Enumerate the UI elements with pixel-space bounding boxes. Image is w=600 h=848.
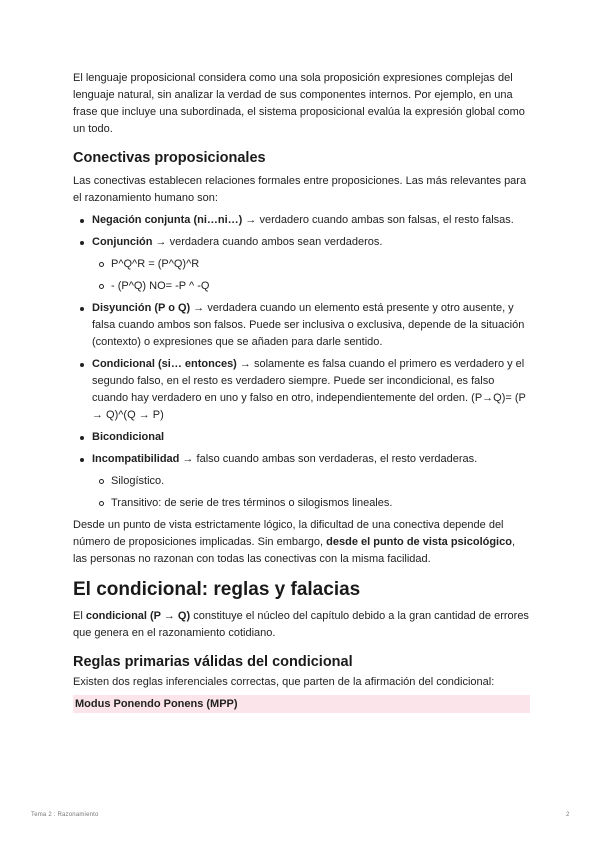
reglas-lead: Existen dos reglas inferenciales correctas, que parten de la afirmación del condicional:: [73, 676, 495, 688]
term: Bicondicional: [92, 431, 165, 443]
reglas-heading: Reglas primarias válidas del condicional: [73, 654, 353, 670]
list-item: [73, 300, 530, 351]
closing-bold: desde el punto de vista psicológico: [326, 536, 512, 548]
definition: → falso cuando ambas son verdaderas, el resto verdaderas.: [179, 453, 478, 465]
sub-list: [92, 473, 530, 512]
definition: → solamente es falsa cuando el primero es verdadero y el segundo falso, en el resto es verdadero siempre. Puede ser incondicional, es falso cuando hay verdadero en uno y falso en otro, independientemente del orden. (P→Q)= (P → Q)^(Q → P): [92, 358, 526, 421]
condicional-paragraph: [73, 608, 530, 642]
list-item: [73, 429, 530, 446]
page-number: 2: [566, 812, 570, 818]
sub-list-item: P^Q^R = (P^Q)^R: [92, 256, 530, 273]
condicional-text: El: [73, 610, 86, 622]
sub-list-item: - (P^Q) NO= -P ^ -Q: [92, 278, 530, 295]
conectivas-lead: Las conectivas establecen relaciones formales entre proposiciones. Las más relevantes para el razonamiento humano son:: [73, 175, 527, 204]
definition: → verdadera cuando ambos sean verdaderos.: [152, 236, 383, 248]
sub-list-item: Transitivo: de serie de tres términos o silogismos lineales.: [92, 495, 530, 512]
condicional-text-end: constituye el núcleo del capítulo debido a la gran cantidad de errores que genera en el razonamiento cotidiano.: [73, 610, 529, 639]
footer-title: Tema 2 : Razonamiento: [31, 812, 99, 818]
conectivas-heading: Conectivas proposicionales: [73, 150, 266, 166]
conectivas-closing: [73, 517, 530, 568]
definition: → verdadero cuando ambas son falsas, el resto falsas.: [242, 214, 514, 226]
term: Incompatibilidad: [92, 453, 180, 465]
mpp-callout: Modus Ponendo Ponens (MPP): [73, 695, 530, 713]
sub-list-item: Silogístico.: [92, 473, 530, 490]
term: Negación conjunta (ni…ni…): [92, 214, 243, 226]
term: Disyunción (P o Q): [92, 302, 191, 314]
list-item: [73, 212, 530, 229]
condicional-heading: El condicional: reglas y falacias: [73, 579, 361, 600]
list-item: [73, 451, 530, 512]
sub-list: [92, 256, 530, 295]
list-item: [73, 234, 530, 295]
list-item: [73, 356, 530, 424]
closing-text-end: , las personas no razonan con todas las conectivas con la misma facilidad.: [73, 536, 516, 565]
closing-text: Desde un punto de vista estrictamente lógico, la dificultad de una conectiva depende del número de proposiciones implicadas. Sin embargo,: [73, 519, 504, 548]
document-body: [73, 70, 530, 713]
term: Conjunción: [92, 236, 153, 248]
conectivas-list: [73, 212, 530, 512]
term: Condicional (si… entonces): [92, 358, 237, 370]
condicional-bold: condicional (P → Q): [85, 610, 191, 622]
intro-paragraph: El lenguaje proposicional considera como una sola proposición expresiones complejas del lenguaje natural, sin analizar la verdad de sus componentes internos. Por ejemplo, en una frase que incluye una subordinada, el sistema proposicional evalúa la expresión global como un todo.: [73, 72, 525, 135]
definition: → verdadera cuando un elemento está presente y otro ausente, y falsa cuando ambos son falsos. Puede ser inclusiva o exclusiva, depende de la situación (contexto) o expresiones que se añaden para darle sentido.: [92, 302, 525, 348]
